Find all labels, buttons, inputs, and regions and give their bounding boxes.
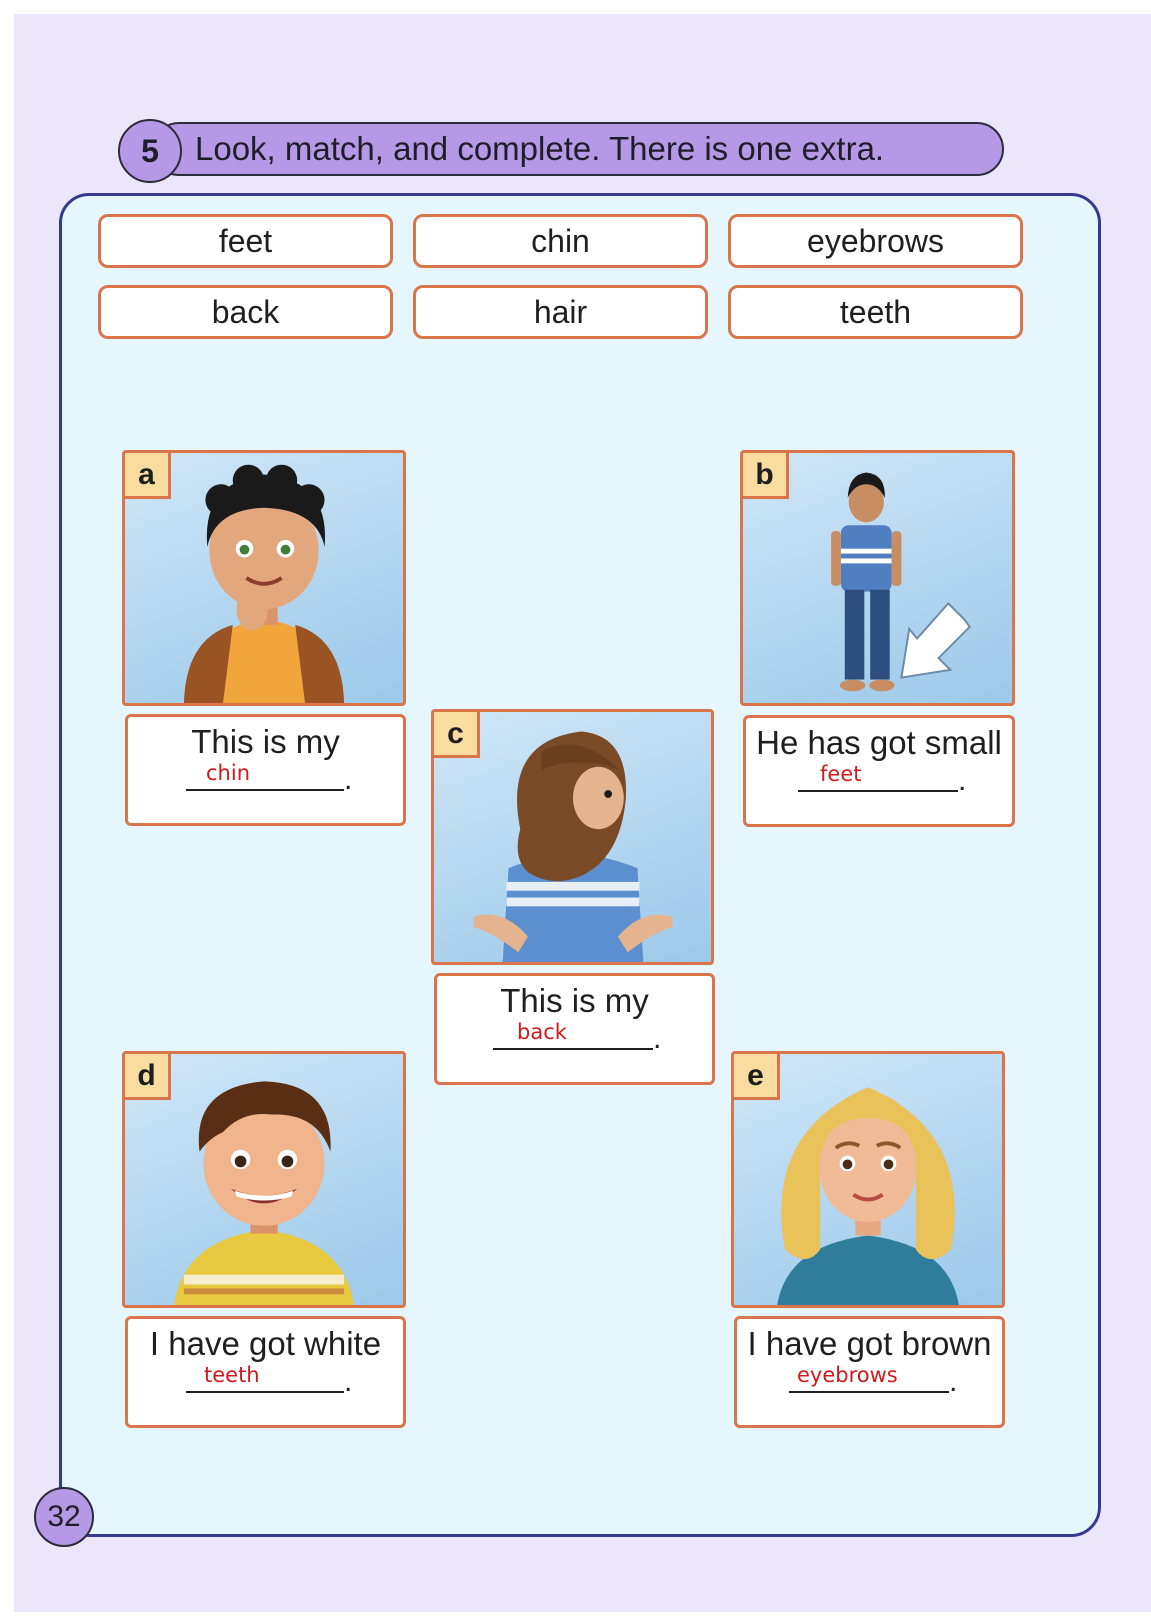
picture-d-boy-teeth	[122, 1051, 406, 1308]
item-letter: e	[734, 1054, 780, 1100]
picture-b-boy-feet	[740, 450, 1015, 706]
answer-blank-line	[186, 1391, 344, 1393]
page-number: 32	[34, 1487, 94, 1547]
picture-e-girl-eyebrows	[731, 1051, 1005, 1308]
sentence-text: He has got small	[756, 724, 1002, 761]
handwritten-answer[interactable]: back	[517, 1020, 567, 1044]
item-letter: a	[125, 453, 171, 499]
word-bank-item[interactable]: feet	[98, 214, 393, 268]
picture-a-boy-chin	[122, 450, 406, 706]
exercise-number: 5	[118, 119, 182, 183]
item-letter: b	[743, 453, 789, 499]
sentence-period: .	[653, 1022, 662, 1055]
sentence-text: I have got brown	[747, 1325, 992, 1362]
exercise-instruction: Look, match, and complete. There is one extra.	[195, 130, 885, 167]
answer-blank-line	[789, 1391, 949, 1393]
sentence-text: I have got white	[149, 1325, 382, 1362]
word-bank-item[interactable]: hair	[413, 285, 708, 339]
sentence-text: This is my	[191, 723, 340, 760]
item-letter: c	[434, 712, 480, 758]
word-bank-item[interactable]: eyebrows	[728, 214, 1023, 268]
sentence-box-d	[125, 1316, 406, 1428]
sentence-period: .	[958, 764, 967, 797]
sentence-period: .	[344, 1365, 353, 1398]
sentence-box-c	[434, 973, 715, 1085]
sentence-box-b	[743, 715, 1015, 827]
sentence-period: .	[949, 1365, 958, 1398]
sentence-text: This is my	[500, 982, 649, 1019]
word-bank-item[interactable]: chin	[413, 214, 708, 268]
sentence-period: .	[344, 763, 353, 796]
sentence-box-e	[734, 1316, 1005, 1428]
answer-blank-line	[493, 1048, 653, 1050]
picture-c-girl-back	[431, 709, 714, 965]
item-letter: d	[125, 1054, 171, 1100]
word-bank-item[interactable]: back	[98, 285, 393, 339]
handwritten-answer[interactable]: eyebrows	[797, 1363, 898, 1387]
handwritten-answer[interactable]: chin	[206, 761, 250, 785]
handwritten-answer[interactable]: feet	[820, 762, 862, 786]
handwritten-answer[interactable]: teeth	[204, 1363, 260, 1387]
word-bank-item[interactable]: teeth	[728, 285, 1023, 339]
sentence-box-a	[125, 714, 406, 826]
answer-blank-line	[186, 789, 344, 791]
answer-blank-line	[798, 790, 958, 792]
